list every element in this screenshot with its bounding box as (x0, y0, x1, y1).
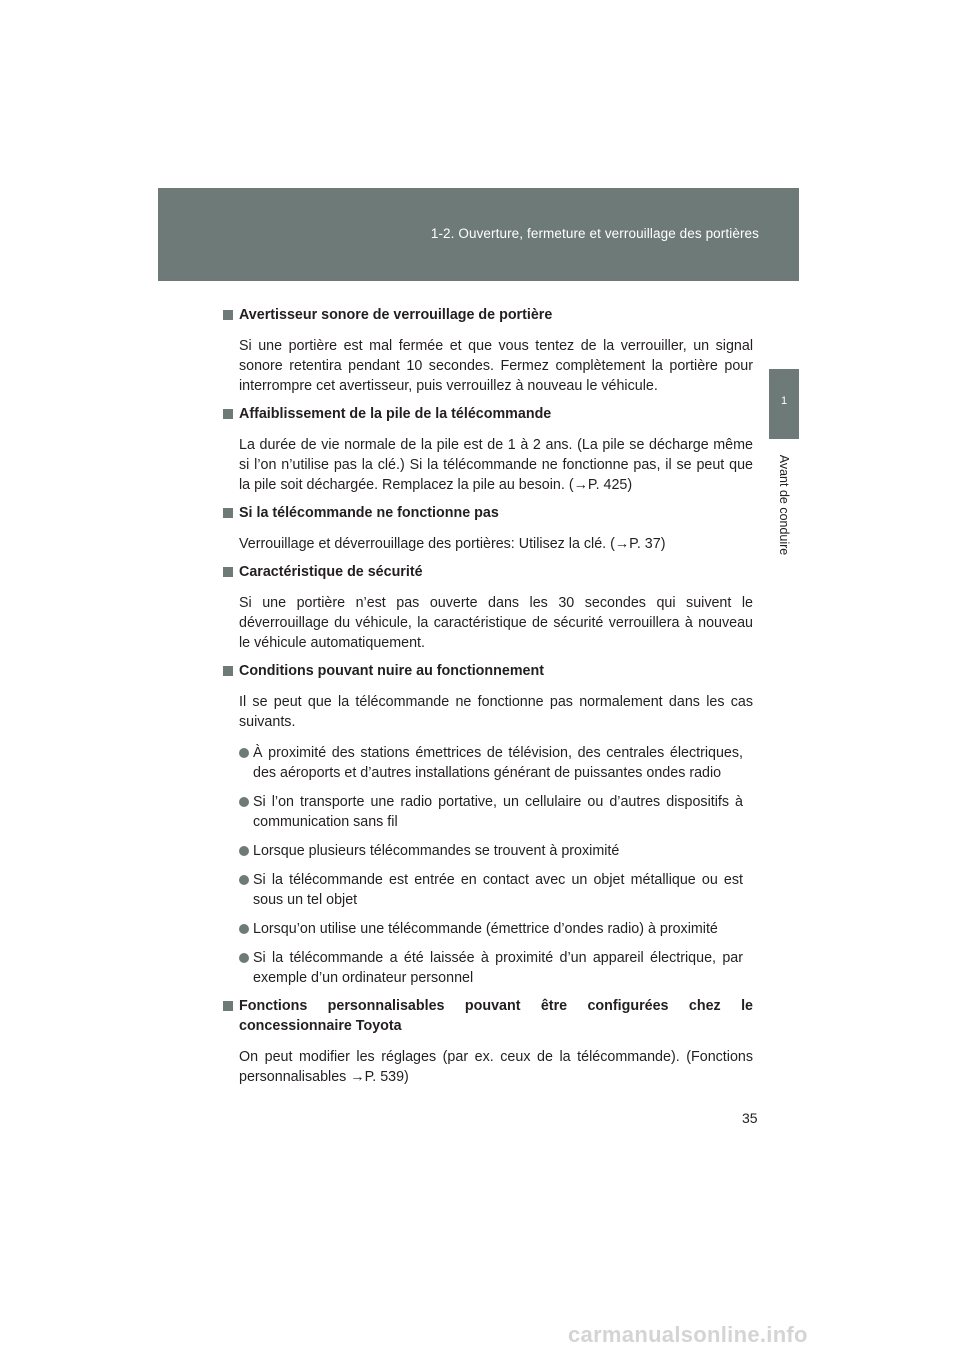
square-bullet-icon (223, 508, 233, 518)
section-door-lock-buzzer (222, 305, 753, 396)
square-bullet-icon (223, 310, 233, 320)
section-heading (222, 562, 753, 582)
section-heading-text: Fonctions personnalisables pouvant être configurées chez le concessionnaire Toyota (239, 998, 753, 1034)
section-heading-text: Caractéristique de sécurité (239, 564, 423, 580)
section-heading-text: Conditions pouvant nuire au fonctionnement (239, 663, 544, 679)
chapter-label: Avant de conduire (777, 454, 791, 556)
watermark: carmanualsonline.info (568, 1322, 808, 1347)
section-heading (222, 503, 753, 523)
section-title: 1-2. Ouverture, fermeture et verrouillage des portières (430, 226, 759, 241)
section-body: Si une portière n’est pas ouverte dans les 30 secondes qui suivent le déverrouillage du véhicule, la caractéristique de sécurité verrouillera à nouveau le véhicule automatiquement. (239, 595, 753, 651)
list-item-text: À proximité des stations émettrices de télévision, des centrales électriques, des aéroports et d’autres installations générant de puissantes ondes radio (253, 745, 743, 781)
circle-bullet-icon (239, 846, 249, 856)
section-security-feature (222, 562, 753, 653)
section-operating-conditions (222, 661, 753, 988)
section-header-band (158, 188, 799, 281)
list-item (239, 743, 743, 783)
circle-bullet-icon (239, 875, 249, 885)
section-body: La durée de vie normale de la pile est de 1 à 2 ans. (La pile se décharge même si l’on n’utilise pas la clé.) Si la télécommande ne fonctionne pas, il se peut que la pile soit déchargée. Remplacez la pile au besoin. (→P. 425) (239, 437, 753, 493)
section-body: Si une portière est mal fermée et que vous tentez de la verrouiller, un signal sonore retentira pendant 10 secondes. Fermez complètement la portière pour interrompre cet avertisseur, puis verrouillez à nouveau le véhicule. (239, 338, 753, 394)
circle-bullet-icon (239, 953, 249, 963)
section-heading (222, 404, 753, 424)
list-item-text: Lorsque plusieurs télécommandes se trouvent à proximité (253, 843, 620, 859)
list-item (239, 792, 743, 832)
conditions-list (239, 743, 753, 988)
section-heading (222, 305, 753, 325)
square-bullet-icon (223, 666, 233, 676)
section-battery-depletion (222, 404, 753, 495)
section-body: Il se peut que la télécommande ne fonctionne pas normalement dans les cas suivants. (239, 694, 753, 730)
section-customizable-features (222, 996, 753, 1087)
list-item (239, 919, 743, 939)
section-heading-text: Avertisseur sonore de verrouillage de portière (239, 307, 553, 323)
section-heading-text: Affaiblissement de la pile de la télécommande (239, 406, 552, 422)
list-item-text: Si la télécommande a été laissée à proximité d’un appareil électrique, par exemple d’un ordinateur personnel (253, 950, 743, 986)
list-item-text: Si la télécommande est entrée en contact avec un objet métallique ou est sous un tel objet (253, 872, 743, 908)
chapter-number: 1 (780, 395, 788, 407)
list-item (239, 948, 743, 988)
square-bullet-icon (223, 409, 233, 419)
page-number: 35 (742, 1110, 758, 1126)
circle-bullet-icon (239, 748, 249, 758)
section-remote-not-working (222, 503, 753, 554)
section-heading-text: Si la télécommande ne fonctionne pas (239, 505, 499, 521)
list-item-text: Lorsqu’on utilise une télécommande (émettrice d’ondes radio) à proximité (253, 921, 718, 937)
list-item (239, 870, 743, 910)
circle-bullet-icon (239, 924, 249, 934)
list-item (239, 841, 743, 861)
section-body: On peut modifier les réglages (par ex. ceux de la télécommande). (Fonctions personnalisables →P. 539) (239, 1049, 753, 1085)
list-item-text: Si l’on transporte une radio portative, un cellulaire ou d’autres dispositifs à communication sans fil (253, 794, 743, 830)
section-body: Verrouillage et déverrouillage des portières: Utilisez la clé. (→P. 37) (239, 536, 666, 552)
chapter-tab (769, 369, 799, 439)
section-heading (222, 996, 753, 1036)
square-bullet-icon (223, 567, 233, 577)
square-bullet-icon (223, 1001, 233, 1011)
page-content (222, 305, 753, 1095)
circle-bullet-icon (239, 797, 249, 807)
section-heading (222, 661, 753, 681)
